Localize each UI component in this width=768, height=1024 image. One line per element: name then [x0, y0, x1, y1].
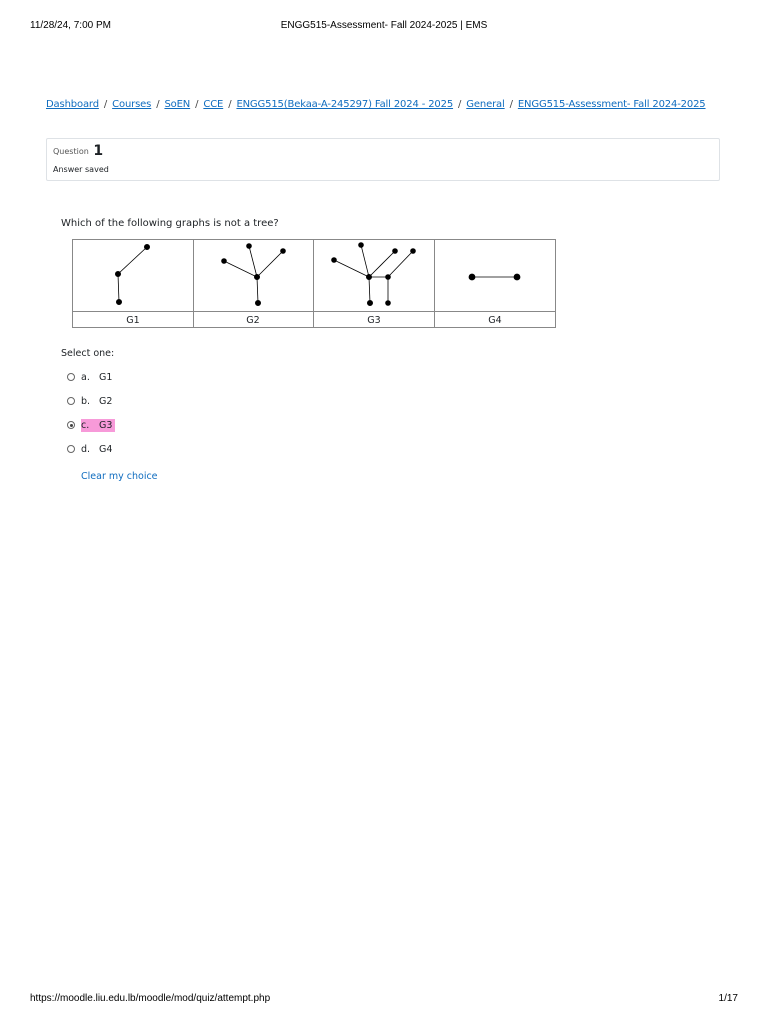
breadcrumb-general[interactable]: General	[466, 99, 505, 110]
breadcrumb	[46, 99, 706, 110]
answer-option-b[interactable]	[67, 394, 112, 408]
breadcrumb-cce[interactable]: CCE	[203, 99, 224, 110]
breadcrumb-separator: /	[156, 99, 160, 110]
breadcrumb-assessment[interactable]: ENGG515-Assessment- Fall 2024-2025	[517, 99, 706, 110]
option-letter: d.	[81, 443, 91, 455]
graph-label-g1: G1	[126, 315, 140, 326]
radio-b[interactable]	[67, 397, 75, 405]
radio-c[interactable]	[67, 421, 75, 429]
question-info-box	[46, 138, 720, 181]
graph-figure	[72, 239, 556, 328]
breadcrumb-separator: /	[103, 99, 108, 110]
breadcrumb-separator: /	[509, 99, 513, 110]
answer-option-a[interactable]	[67, 370, 112, 384]
print-url: https://moodle.liu.edu.lb/moodle/mod/quiz/attempt.php	[30, 993, 271, 1004]
graph-label-g4: G4	[488, 315, 502, 326]
answer-option-d[interactable]	[67, 442, 112, 456]
select-prompt: Select one:	[61, 348, 115, 359]
print-page-number: 1/17	[718, 993, 738, 1004]
question-state: Answer saved	[53, 165, 109, 174]
answer-label-c[interactable]	[81, 419, 115, 432]
breadcrumb-separator: /	[228, 99, 232, 110]
answer-label-d[interactable]	[81, 443, 112, 456]
option-letter: b.	[81, 395, 91, 407]
answer-label-b[interactable]	[81, 395, 112, 408]
breadcrumb-soen[interactable]: SoEN	[164, 99, 191, 110]
radio-a[interactable]	[67, 373, 75, 381]
question-text: Which of the following graphs is not a tree?	[61, 218, 279, 229]
print-page-title: ENGG515-Assessment- Fall 2024-2025 | EMS	[280, 20, 488, 31]
breadcrumb-dashboard[interactable]: Dashboard	[46, 99, 99, 110]
answer-option-c[interactable]	[67, 418, 115, 432]
graph-label-g3: G3	[367, 315, 381, 326]
option-text: G4	[99, 443, 113, 455]
clear-choice-link[interactable]: Clear my choice	[81, 471, 158, 482]
breadcrumb-separator: /	[195, 99, 199, 110]
breadcrumb-courses[interactable]: Courses	[112, 99, 152, 110]
breadcrumb-course[interactable]: ENGG515(Bekaa-A-245297) Fall 2024 - 2025	[236, 99, 454, 110]
option-text: G2	[99, 395, 113, 407]
breadcrumb-separator: /	[458, 99, 462, 110]
answer-label-a[interactable]	[81, 371, 112, 384]
question-number-value: 1	[93, 143, 104, 159]
question-label: Question	[53, 147, 89, 156]
question-number	[53, 143, 103, 159]
option-letter: c.	[81, 419, 90, 431]
radio-d[interactable]	[67, 445, 75, 453]
graph-label-g2: G2	[246, 315, 260, 326]
option-text: G1	[99, 371, 113, 383]
print-datetime: 11/28/24, 7:00 PM	[30, 20, 111, 31]
option-letter: a.	[81, 371, 90, 383]
option-text: G3	[99, 419, 113, 431]
